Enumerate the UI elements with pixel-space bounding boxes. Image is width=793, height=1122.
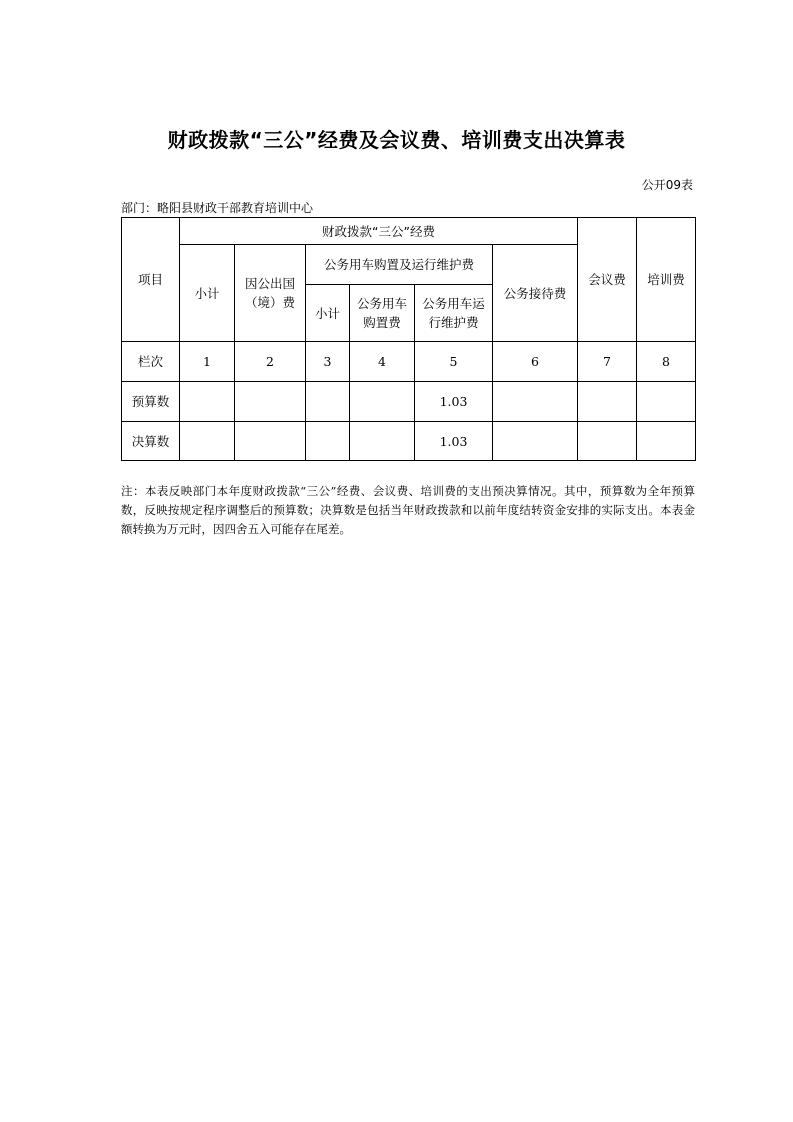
department-label: 部门：略阳县财政干部教育培训中心	[121, 201, 314, 215]
header-abroad: 因公出国（境）费	[235, 245, 306, 342]
table-cell	[637, 422, 696, 461]
form-number: 公开09表	[641, 178, 693, 192]
table-cell	[350, 382, 415, 422]
table-cell: 1	[180, 342, 235, 382]
table-cell	[493, 382, 578, 422]
table-cell: 1.03	[415, 382, 493, 422]
table-cell	[306, 422, 350, 461]
table-cell	[306, 382, 350, 422]
header-sangong-group: 财政拨款“三公”经费	[180, 218, 578, 245]
table-cell	[350, 422, 415, 461]
table-cell: 6	[493, 342, 578, 382]
table-cell: 8	[637, 342, 696, 382]
row-label: 预算数	[122, 382, 180, 422]
table-cell: 3	[306, 342, 350, 382]
table-cell	[180, 382, 235, 422]
table-cell: 7	[578, 342, 637, 382]
header-meeting: 会议费	[578, 218, 637, 342]
header-vehicle-operation: 公务用车运行维护费	[415, 285, 493, 342]
header-vehicle-group: 公务用车购置及运行维护费	[306, 245, 493, 285]
table-cell	[637, 382, 696, 422]
row-label: 决算数	[122, 422, 180, 461]
header-vehicle-subtotal: 小计	[306, 285, 350, 342]
page-title: 财政拨款“三公”经费及会议费、培训费支出决算表	[167, 128, 626, 152]
header-vehicle-purchase: 公务用车购置费	[350, 285, 415, 342]
table-cell	[180, 422, 235, 461]
table-cell: 4	[350, 342, 415, 382]
header-reception: 公务接待费	[493, 245, 578, 342]
footnote: 注：本表反映部门本年度财政拨款“三公”经费、会议费、培训费的支出预决算情况。其中，预算数为全年预算数，反映按规定程序调整后的预算数；决算数是包括当年财政拨款和以前年度结转资金安排的实际支出。本表金额转换为万元时，因四舍五入可能存在尾差。	[121, 484, 695, 536]
expenditure-table	[121, 217, 696, 461]
table-row	[122, 342, 696, 382]
table-cell: 1.03	[415, 422, 493, 461]
table-cell	[578, 382, 637, 422]
header-item: 项目	[122, 218, 180, 342]
header-subtotal: 小计	[180, 245, 235, 342]
table-cell: 2	[235, 342, 306, 382]
table-cell	[578, 422, 637, 461]
table-row	[122, 422, 696, 461]
table-row	[122, 382, 696, 422]
table-cell	[493, 422, 578, 461]
row-label: 栏次	[122, 342, 180, 382]
header-training: 培训费	[637, 218, 696, 342]
table-cell	[235, 382, 306, 422]
header-row-1	[122, 218, 696, 245]
table-cell	[235, 422, 306, 461]
table-cell: 5	[415, 342, 493, 382]
